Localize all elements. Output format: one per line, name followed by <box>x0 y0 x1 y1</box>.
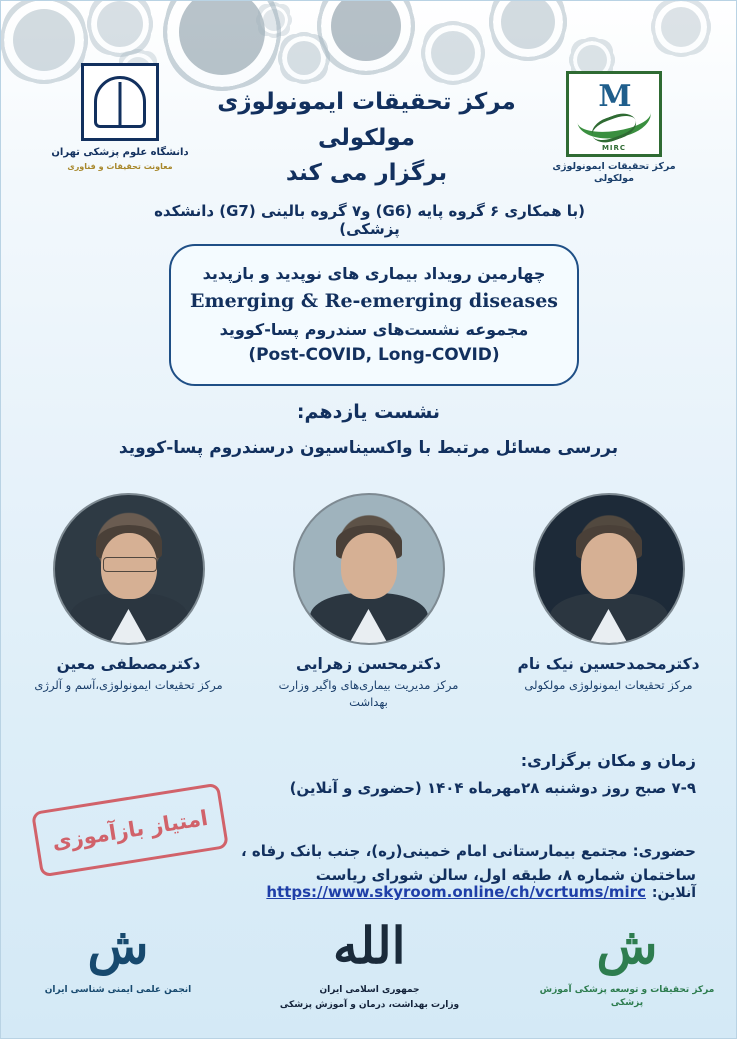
series-title-en: Emerging & Re-emerging diseases <box>189 290 559 313</box>
tums-emblem-icon <box>81 63 159 141</box>
footer-logo-caption-line1: جمهوری اسلامی ایران <box>319 985 420 995</box>
virus-icon <box>331 0 401 61</box>
series-subtitle-fa: مجموعه نشست‌های سندروم پسا-کووید <box>219 319 529 339</box>
footer-logo-immunology-society <box>23 910 213 997</box>
event-location <box>191 839 696 887</box>
mirc-logo <box>549 71 679 186</box>
speaker-name: دکترمحمدحسین نیک نام <box>517 655 700 673</box>
virus-icon <box>263 9 285 31</box>
session-number: نشست یازدهم: <box>296 401 441 423</box>
series-title-fa: چهارمین رویداد بیماری های نوپدید و بازپدید <box>202 264 546 283</box>
avatar-face <box>581 533 637 599</box>
event-location-line1: حضوری: مجتمع بیمارستانی امام خمینی(ره)، جنب بانک رفاه ، <box>240 842 696 860</box>
emblem-glyph: ش <box>596 916 658 975</box>
session-topic: بررسی مسائل مرتبط با واکسیناسیون درسندروم پسا-کووید <box>118 438 619 458</box>
footer-logo-caption: مرکز تحقیقات و توسعه پزشکی آموزش پزشکی <box>539 985 715 1008</box>
footer-logo-caption: انجمن علمی ایمنی شناسی ایران <box>44 985 192 995</box>
glasses-icon <box>103 557 157 572</box>
header-subtitle: (با همکاری ۶ گروه پایه (G6) و۷ گروه بالینی (G7) دانشکده پزشکی) <box>154 202 585 238</box>
avatar-face <box>341 533 397 599</box>
page-title <box>171 85 562 192</box>
online-label: آنلاین: <box>651 885 696 901</box>
event-series-box <box>169 244 579 386</box>
avatar <box>293 493 445 645</box>
event-location-line2: ساختمان شماره ۸، طبقه اول، سالن شورای ریاست <box>315 866 696 884</box>
avatar <box>533 493 685 645</box>
iran-emblem-icon <box>334 910 406 982</box>
speaker-role: مرکز مدیریت بیماری‌های واگیر وزارت بهداشت <box>278 678 459 709</box>
footer-logo-education-center <box>532 910 722 1009</box>
event-time: ۷-۹ صبح روز دوشنبه ۲۸مهرماه ۱۴۰۴ (حضوری و آنلاین) <box>289 779 696 797</box>
speaker-card <box>501 493 716 710</box>
mirc-letter: M <box>598 79 630 114</box>
page-title-line1: مرکز تحقیقات ایمونولوژی مولکولی <box>217 89 516 151</box>
footer-logo-caption-line2: وزارت بهداشت، درمان و آموزش پزشکی <box>279 999 460 1010</box>
speaker-name: دکترمحسن زهرایی <box>296 655 441 673</box>
mirc-mark-label: MIRC <box>601 144 627 152</box>
emblem-glyph: الله <box>333 916 406 975</box>
series-subtitle-en: (Post-COVID, Long-COVID) <box>248 344 500 365</box>
university-logo-subcaption: معاونت تحقیقات و فناوری <box>67 161 173 171</box>
online-meeting-link[interactable]: https://www.skyroom.online/ch/vcrtums/mirc <box>266 883 646 901</box>
time-place-heading: زمان و مکان برگزاری: <box>520 751 696 770</box>
university-logo <box>50 63 190 171</box>
speaker-name: دکترمصطفی معین <box>56 655 201 673</box>
status-badge: امتیاز بازآموزی <box>31 783 229 878</box>
mirc-emblem-icon <box>566 71 662 157</box>
speaker-card <box>261 493 476 710</box>
poster-header <box>1 57 737 238</box>
immunology-society-emblem-icon <box>82 910 154 982</box>
mirc-logo-caption: مرکز تحقیقات ایمونولوژی مولکولی <box>552 161 676 185</box>
footer-logo-ministry <box>275 910 465 1011</box>
speaker-card <box>21 493 236 710</box>
virus-icon <box>97 1 143 47</box>
speaker-role: مرکز تحقیعات ایمونولوژی،آسم و آلرژی <box>34 678 223 692</box>
virus-icon <box>501 0 555 49</box>
speaker-role: مرکز تحقیعات ایمونولوژی مولکولی <box>524 678 693 692</box>
virus-icon <box>661 7 701 47</box>
speakers-row <box>21 493 716 710</box>
emblem-glyph: ش <box>87 916 149 975</box>
university-logo-caption: دانشگاه علوم پزشکی تهران <box>51 147 189 158</box>
poster-footer <box>1 910 737 1030</box>
education-center-emblem-icon <box>591 910 663 982</box>
page-title-line2: برگزار می کند <box>285 160 448 187</box>
avatar <box>53 493 205 645</box>
